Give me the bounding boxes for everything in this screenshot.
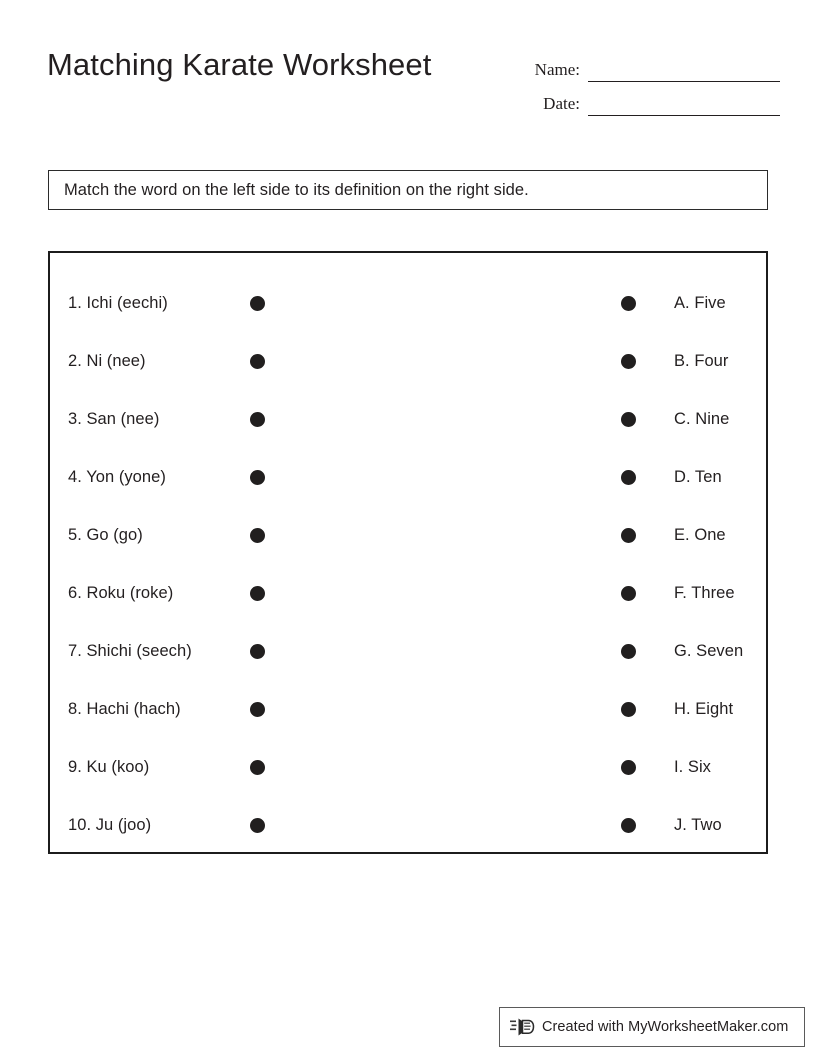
right-definition-label: D. Ten bbox=[674, 467, 722, 486]
instruction-box bbox=[48, 170, 768, 210]
right-match-dot[interactable] bbox=[621, 702, 636, 717]
matching-row bbox=[50, 506, 766, 564]
matching-row bbox=[50, 448, 766, 506]
matching-row bbox=[50, 332, 766, 390]
left-term-label: 5. Go (go) bbox=[68, 525, 143, 544]
right-match-dot[interactable] bbox=[621, 644, 636, 659]
right-definition-cell bbox=[674, 274, 764, 332]
right-definition-label: B. Four bbox=[674, 351, 729, 370]
right-definition-cell bbox=[674, 564, 764, 622]
right-definition-label: F. Three bbox=[674, 583, 735, 602]
instruction-text: Match the word on the left side to its definition on the right side. bbox=[64, 180, 529, 199]
right-definition-label: A. Five bbox=[674, 293, 726, 312]
left-term-label: 2. Ni (nee) bbox=[68, 351, 146, 370]
right-match-dot[interactable] bbox=[621, 760, 636, 775]
left-match-dot[interactable] bbox=[250, 296, 265, 311]
right-definition-cell bbox=[674, 332, 764, 390]
myworksheetmaker-logo-icon bbox=[510, 1015, 536, 1039]
left-match-dot[interactable] bbox=[250, 412, 265, 427]
matching-row bbox=[50, 680, 766, 738]
page-title: Matching Karate Worksheet bbox=[47, 47, 432, 82]
matching-row bbox=[50, 274, 766, 332]
right-definition-label: C. Nine bbox=[674, 409, 730, 428]
right-match-dot[interactable] bbox=[621, 818, 636, 833]
matching-row bbox=[50, 738, 766, 796]
matching-exercise-box bbox=[48, 251, 768, 854]
right-definition-label: E. One bbox=[674, 525, 726, 544]
left-match-dot[interactable] bbox=[250, 586, 265, 601]
left-match-dot[interactable] bbox=[250, 702, 265, 717]
date-label: Date: bbox=[543, 94, 580, 113]
right-match-dot[interactable] bbox=[621, 470, 636, 485]
date-field-row bbox=[500, 82, 780, 116]
right-definition-label: G. Seven bbox=[674, 641, 744, 660]
name-date-fields bbox=[500, 48, 780, 116]
left-match-dot[interactable] bbox=[250, 818, 265, 833]
left-match-dot[interactable] bbox=[250, 760, 265, 775]
right-match-dot[interactable] bbox=[621, 528, 636, 543]
date-input-line[interactable] bbox=[588, 95, 780, 116]
name-input-line[interactable] bbox=[588, 61, 780, 82]
right-definition-label: J. Two bbox=[674, 815, 722, 834]
left-term-label: 3. San (nee) bbox=[68, 409, 160, 428]
left-match-dot[interactable] bbox=[250, 354, 265, 369]
matching-rows bbox=[50, 274, 766, 854]
left-term-label: 8. Hachi (hach) bbox=[68, 699, 181, 718]
left-term-label: 9. Ku (koo) bbox=[68, 757, 150, 776]
left-match-dot[interactable] bbox=[250, 470, 265, 485]
matching-row bbox=[50, 622, 766, 680]
left-term-label: 7. Shichi (seech) bbox=[68, 641, 192, 660]
right-definition-cell bbox=[674, 448, 764, 506]
matching-row bbox=[50, 564, 766, 622]
right-match-dot[interactable] bbox=[621, 354, 636, 369]
right-definition-cell bbox=[674, 796, 764, 854]
footer-attribution-badge[interactable] bbox=[499, 1007, 805, 1047]
name-field-row bbox=[500, 48, 780, 82]
right-match-dot[interactable] bbox=[621, 412, 636, 427]
right-definition-cell bbox=[674, 506, 764, 564]
right-definition-cell bbox=[674, 622, 764, 680]
left-term-label: 10. Ju (joo) bbox=[68, 815, 152, 834]
right-definition-cell bbox=[674, 738, 764, 796]
left-term-label: 4. Yon (yone) bbox=[68, 467, 166, 486]
left-term-label: 1. Ichi (eechi) bbox=[68, 293, 168, 312]
page-header bbox=[0, 0, 816, 150]
name-label: Name: bbox=[534, 60, 580, 79]
right-match-dot[interactable] bbox=[621, 296, 636, 311]
matching-row bbox=[50, 390, 766, 448]
right-definition-label: I. Six bbox=[674, 757, 711, 776]
matching-row bbox=[50, 796, 766, 854]
left-match-dot[interactable] bbox=[250, 644, 265, 659]
footer-attribution-text: Created with MyWorksheetMaker.com bbox=[542, 1019, 789, 1035]
right-match-dot[interactable] bbox=[621, 586, 636, 601]
left-match-dot[interactable] bbox=[250, 528, 265, 543]
right-definition-cell bbox=[674, 390, 764, 448]
left-term-label: 6. Roku (roke) bbox=[68, 583, 174, 602]
right-definition-label: H. Eight bbox=[674, 699, 734, 718]
right-definition-cell bbox=[674, 680, 764, 738]
